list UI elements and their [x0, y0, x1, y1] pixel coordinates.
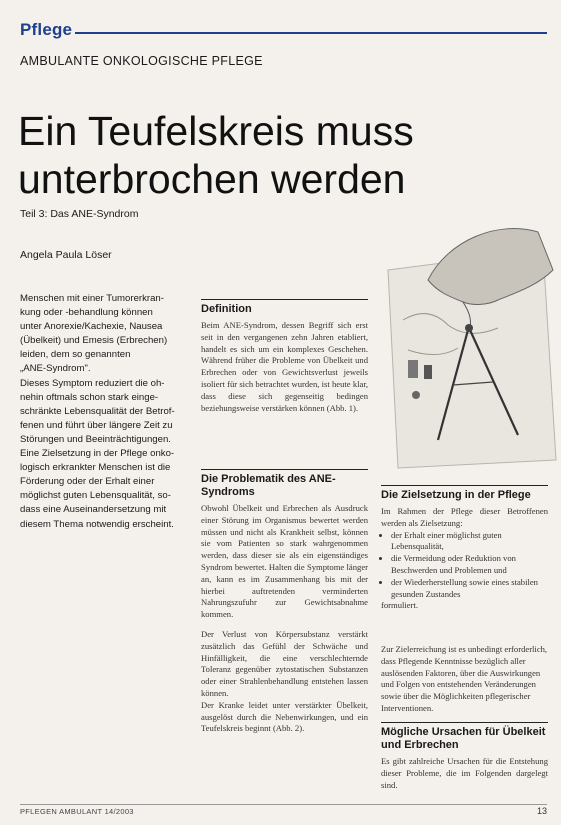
zielsetzung-paragraph-2-block [381, 644, 548, 715]
lead-line: Dieses Symptom reduziert die oh- [20, 377, 165, 389]
lead-line: Störungen und Beeinträchtigungen. [20, 433, 171, 445]
problematik-paragraph-3: Der Kranke leidet unter verstärkter Übelkeit, ausgelöst durch die Nebenwirkungen, und ein Teufelskreis beginnt (Abb. 2). [201, 699, 368, 734]
section-label: Pflege [20, 20, 73, 39]
ursachen-section [381, 722, 548, 791]
lead-line: diesem Thema notwendig erscheint. [20, 518, 174, 530]
zielsetzung-heading: Die Zielsetzung in der Pflege [381, 485, 548, 502]
author: Angela Paula Löser [20, 249, 112, 261]
lead-line: nehin oftmals schon stark einge- [20, 391, 159, 403]
problematik-paragraph-1: Obwohl Übelkeit und Erbrechen als Ausdruck einer Störung im Organismus bewertet werden müssen und nicht als Krankheit selbst, können sie vom Patienten so stark wahrgenommen werden, dass dieser sie als ein eigenständiges Syndrom bewertet. Halten die Symptome länger an, kann es im Zusammenhang bis mit der hierbei auftretenden verminderten Nahrungszufuhr zur Gewichtsabnahme kommen. [201, 503, 368, 620]
article-subtitle: Teil 3: Das ANE-Syndrom [20, 208, 139, 220]
problematik-heading: Die Problematik des ANE-Syndroms [201, 469, 368, 499]
list-item: • die Vermeidung oder Reduktion von Beschwerden und Problemen und [391, 553, 548, 577]
lead-line: „ANE-Syndrom". [20, 363, 91, 375]
lead-line: Menschen mit einer Tumorerkran- [20, 293, 164, 304]
zielsetzung-intro: Im Rahmen der Pflege dieser Betroffenen werden als Zielsetzung: [381, 506, 548, 528]
lead-line: kung oder -behandlung können [20, 307, 153, 319]
article-title: Ein Teufelskreis muss unterbrochen werden [18, 108, 414, 203]
problematik-section [201, 469, 368, 735]
zielsetzung-section [381, 485, 548, 612]
lead-line: Eine Zielsetzung in der Pflege onko- [20, 448, 175, 460]
page-number: 13 [537, 806, 548, 816]
list-item: • der Wiederherstellung sowie eines stabilen gesunden Zustandes [391, 577, 548, 601]
header-rule [75, 32, 547, 34]
list-item: • der Erhalt einer möglichst guten Lebensqualität, [391, 530, 548, 554]
journal-reference: PFLEGEN AMBULANT 14/2003 [20, 807, 134, 816]
ursachen-text: Es gibt zahlreiche Ursachen für die Entstehung dieser Probleme, die im Folgenden dargelegt sind. [381, 756, 548, 790]
lead-line: Förderung oder der Erhalt einer [20, 476, 155, 488]
problematik-paragraph-2: Der Verlust von Körpersubstanz verstärkt zusätzlich das Gefühl der Schwäche und Hinfälligkeit, die eine verschlechternde Toleranz gegenüber zytostatischen Substanzen oder einer Strahlenbehandlung entstehen lassen können. [201, 628, 368, 698]
lead-line: (Übelkeit) und Emesis (Erbrechen) [20, 335, 168, 347]
lead-line: logisch erkrankter Menschen ist die [20, 462, 171, 474]
footer-rule [20, 804, 547, 805]
ursachen-heading: Mögliche Ursachen für Übelkeit und Erbrechen [381, 722, 548, 752]
lead-line: unter Anorexie/Kachexie, Nausea [20, 321, 163, 333]
definition-section [201, 299, 368, 414]
lead-line: möglichst guten Lebensqualität, so- [20, 490, 171, 502]
kicker: AMBULANTE ONKOLOGISCHE PFLEGE [20, 54, 263, 68]
lead-line: dass eine Auseinandersetzung mit [20, 504, 167, 516]
zielsetzung-paragraph-2: Zur Zielerreichung ist es unbedingt erforderlich, dass Pflegende Kenntnisse bezüglich aller auslösenden Faktoren, über die Auswirkungen und Folgen von entstehenden Veränderungen sowie über die Möglichkeiten pflegerischer Interventionen. [381, 644, 548, 713]
compass-hand-illustration [368, 210, 558, 470]
zielsetzung-list [381, 530, 548, 601]
lead-line: leiden, dem so genannten [20, 349, 131, 361]
lead-line: schränkte Lebensqualität der Betrof- [20, 405, 175, 417]
definition-text: Beim ANE-Syndrom, dessen Begriff sich erst seit in den vergangenen zehn Jahren etabliert, handelt es sich um ein komplexes Geschehen. Während früher die Probleme von Übelkeit und Erbrechen oder von Gewichtsverlust jeweils isoliert für sich betrachtet wurden, ist heute klar, dass diese sich gegenseitig bedingen beziehungsweise verstärken können (Abb. 1). [201, 320, 368, 413]
lead-line: fenen und führt über längere Zeit zu [20, 419, 173, 431]
lead-paragraph [20, 292, 190, 532]
zielsetzung-outro: formuliert. [381, 600, 418, 611]
definition-heading: Definition [201, 299, 368, 316]
